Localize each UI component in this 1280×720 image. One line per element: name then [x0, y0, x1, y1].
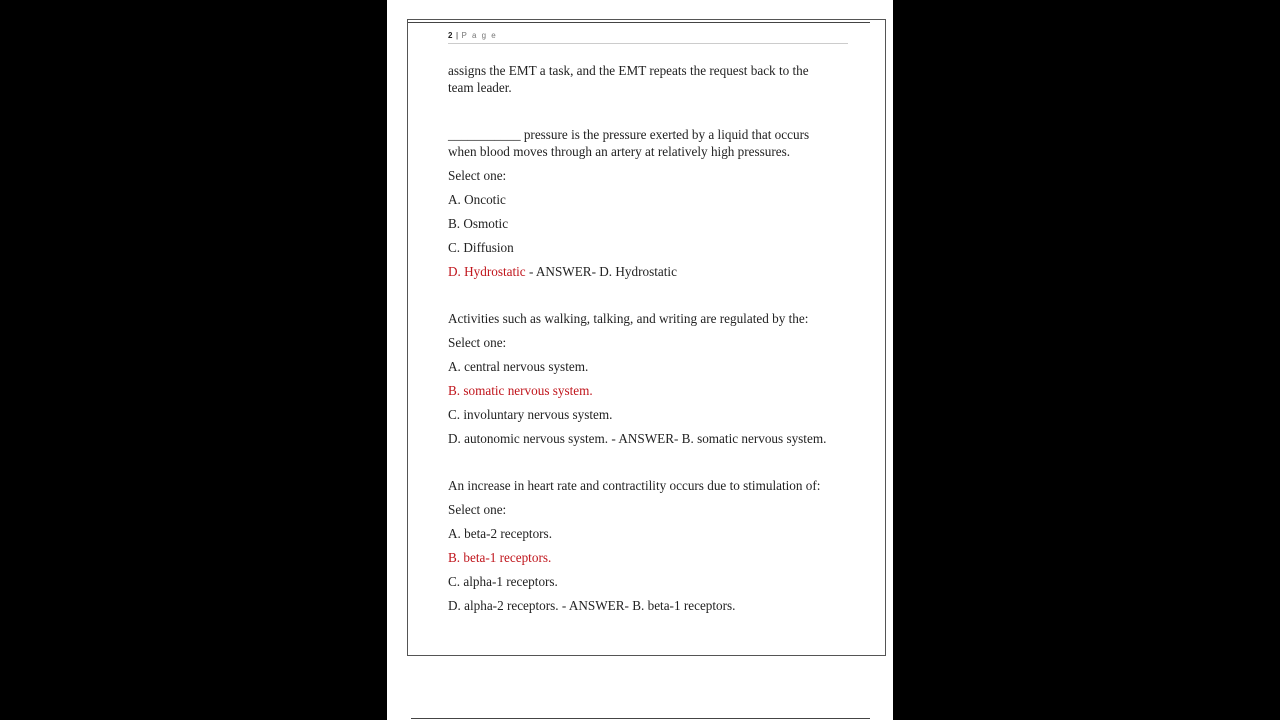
q1-option-c: C. Diffusion	[448, 240, 514, 255]
header-separator: |	[455, 31, 460, 40]
q3-stem: An increase in heart rate and contractility occurs due to stimulation of:	[448, 478, 821, 493]
q3-option-a: A. beta-2 receptors.	[448, 526, 552, 541]
q3-option-c: C. alpha-1 receptors.	[448, 574, 558, 589]
q1-option-b: B. Osmotic	[448, 216, 509, 231]
page-header	[448, 31, 848, 44]
q1-option-a: A. Oncotic	[448, 192, 506, 207]
page-word: P a g e	[461, 31, 498, 40]
q1-option-d: D. Hydrostatic	[448, 264, 526, 279]
q2-option-a: A. central nervous system.	[448, 359, 589, 374]
q1-stem-line-2: when blood moves through an artery at relatively high pressures.	[448, 144, 791, 159]
intro-line-1: assigns the EMT a task, and the EMT repeats the request back to the	[448, 63, 809, 78]
q1-select-label: Select one:	[448, 168, 507, 183]
q1-answer: - ANSWER- D. Hydrostatic	[525, 264, 677, 279]
q2-option-d: D. autonomic nervous system. - ANSWER- B. somatic nervous system.	[448, 431, 827, 446]
q2-option-b: B. somatic nervous system.	[448, 383, 593, 398]
q3-select-label: Select one:	[448, 502, 507, 517]
q2-stem: Activities such as walking, talking, and writing are regulated by the:	[448, 311, 809, 326]
q1-option-d-row	[448, 263, 677, 280]
page-number: 2	[448, 31, 454, 40]
q1-stem-line-1: ___________ pressure is the pressure exerted by a liquid that occurs	[448, 127, 810, 142]
q2-select-label: Select one:	[448, 335, 507, 350]
intro-line-2: team leader.	[448, 80, 512, 95]
q3-option-d: D. alpha-2 receptors. - ANSWER- B. beta-1 receptors.	[448, 598, 736, 613]
document-page	[387, 0, 893, 720]
q2-option-c: C. involuntary nervous system.	[448, 407, 613, 422]
q3-option-b: B. beta-1 receptors.	[448, 550, 552, 565]
next-page-top-rule	[411, 718, 870, 719]
